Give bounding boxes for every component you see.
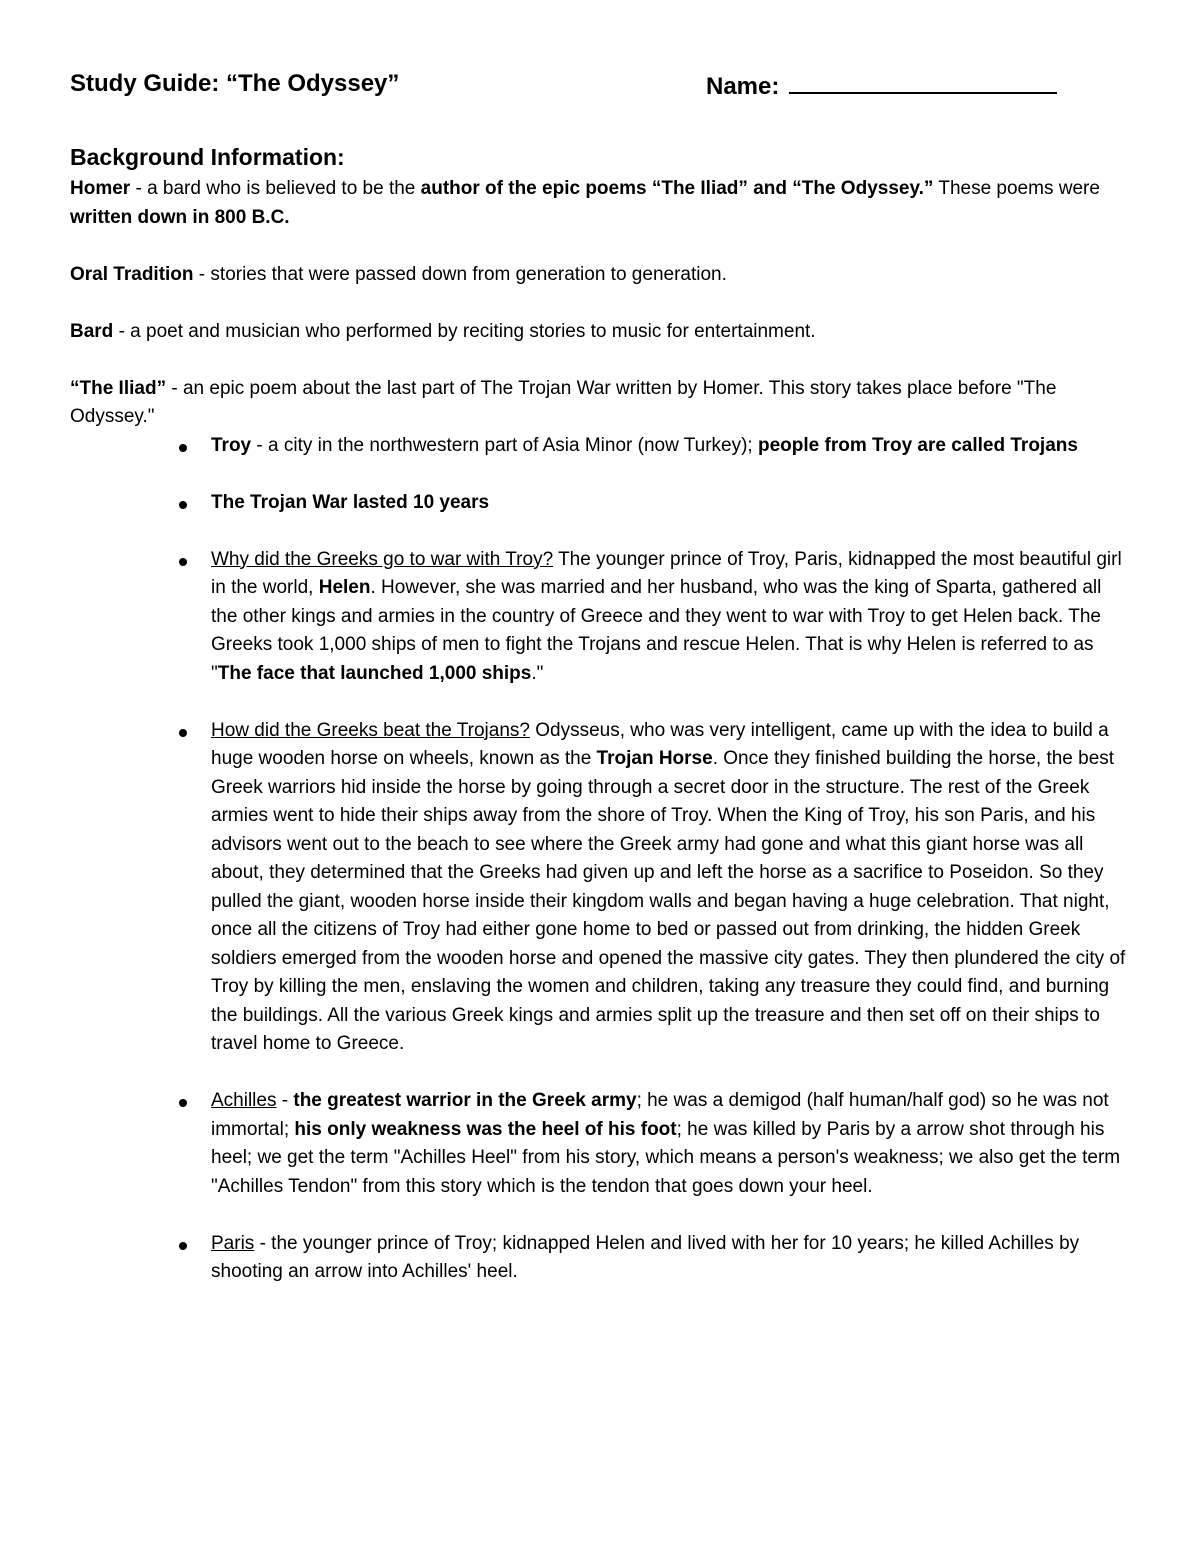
- name-field: [706, 70, 1057, 101]
- iliad-term: “The Iliad”: [70, 377, 167, 399]
- why-text-1: The younger prince of Troy, Paris, kidnapped the most beautiful girl in the world,: [211, 548, 1122, 598]
- how-text-1: Odysseus, who was very intelligent, came up with the idea to build a huge wooden horse on wheels, known as the: [211, 719, 1109, 769]
- bullet-icon: [179, 1242, 187, 1250]
- body-text: [70, 142, 1130, 1287]
- troy-bold: people from Troy are called Trojans: [758, 434, 1078, 456]
- paris-name: Paris: [211, 1232, 255, 1254]
- list-item-achilles: [211, 1087, 1130, 1201]
- list-item-why-war: [211, 546, 1130, 689]
- oral-tradition-definition: [70, 261, 1130, 290]
- iliad-definition: [70, 375, 1130, 432]
- section-heading: Background Information:: [70, 144, 345, 170]
- bard-definition: [70, 318, 1130, 347]
- iliad-text: - an epic poem about the last part of The Trojan War written by Homer. This story takes place before "The Odyssey.": [70, 377, 1057, 427]
- homer-term: Homer: [70, 178, 131, 199]
- achilles-text-3: ; he was killed by Paris by a arrow shot through his heel; we get the term "Achilles Heel" from his story, which means a person's weakness; we also get the term "Achilles Tendon" from this story which is the tendon that goes down your heel.: [211, 1118, 1121, 1197]
- bullet-icon: [179, 729, 187, 737]
- bard-term: Bard: [70, 320, 114, 342]
- how-text-2: . Once they finished building the horse, the best Greek warriors hid inside the horse by going through a secret door in the structure. The rest of the Greek armies went to hide their ships away from the shore of Troy. When the King of Troy, his son Paris, and his advisors went out to the beach to see where the Greek army had gone and what this giant horse was all about, they determined that the Greeks had given up and left the horse as a sacrifice to Poseidon. So they pulled the giant, wooden horse inside their kingdom walls and began having a huge celebration. That night, once all the citizens of Troy had either gone home to bed or passed out from drinking, the hidden Greek soldiers emerged from the wooden horse and opened the massive city gates. They then plundered the city of Troy by killing the men, enslaving the women and children, taking any treasure they could find, and burning the buildings. All the various Greek kings and armies split up the treasure and then set off on their ships to travel home to Greece.: [211, 748, 1126, 1054]
- how-question: How did the Greeks beat the Trojans?: [211, 719, 530, 741]
- bullet-icon: [179, 501, 187, 509]
- trojan-horse-term: Trojan Horse: [596, 748, 713, 769]
- bullet-icon: [179, 444, 187, 452]
- homer-definition: [70, 175, 1130, 232]
- achilles-bold-1: the greatest warrior in the Greek army: [293, 1090, 637, 1111]
- troy-term: Troy: [211, 434, 252, 456]
- why-text-3: .": [531, 662, 544, 684]
- name-blank-line[interactable]: [789, 70, 1057, 94]
- bullet-icon: [179, 558, 187, 566]
- why-question: Why did the Greeks go to war with Troy?: [211, 548, 554, 570]
- bullet-list: [70, 432, 1130, 1287]
- achilles-name: Achilles: [211, 1090, 277, 1111]
- helen-quote: The face that launched 1,000 ships: [217, 662, 532, 684]
- homer-bold-2: written down in 800 B.C.: [70, 206, 290, 228]
- achilles-text-2: ; he was a demigod (half human/half god) so he was not immortal;: [211, 1090, 1109, 1140]
- oral-tradition-term: Oral Tradition: [70, 263, 194, 285]
- achilles-text-1: -: [276, 1090, 294, 1111]
- list-item-how-won: [211, 717, 1130, 1059]
- oral-tradition-text: - stories that were passed down from generation to generation.: [193, 263, 727, 285]
- homer-bold-1: author of the epic poems “The Iliad” and “The Odyssey.”: [420, 178, 934, 199]
- name-label: Name:: [706, 73, 780, 100]
- list-item-troy: [211, 432, 1130, 461]
- homer-text-2: These poems were: [933, 178, 1100, 199]
- page-title: Study Guide: “The Odyssey”: [70, 70, 400, 97]
- title-row: [70, 70, 1150, 106]
- list-item-war-length: [211, 489, 1130, 518]
- bard-text: - a poet and musician who performed by reciting stories to music for entertainment.: [113, 320, 816, 342]
- paris-text: - the younger prince of Troy; kidnapped Helen and lived with her for 10 years; he killed Achilles by shooting an arrow into Achilles' heel.: [211, 1232, 1080, 1282]
- list-item-paris: [211, 1230, 1130, 1287]
- bullet-icon: [179, 1099, 187, 1107]
- war-length-text: The Trojan War lasted 10 years: [211, 491, 490, 513]
- helen-term: Helen: [318, 577, 371, 598]
- troy-text: - a city in the northwestern part of Asia Minor (now Turkey);: [251, 434, 758, 456]
- achilles-bold-2: his only weakness was the heel of his foot: [294, 1118, 677, 1140]
- why-text-2: . However, she was married and her husband, who was the king of Sparta, gathered all the other kings and armies in the country of Greece and they went to war with Troy to get Helen back. The Greeks took 1,000 ships of men to fight the Trojans and rescue Helen. That is why Helen is referred to as ": [211, 577, 1102, 684]
- homer-text-1: - a bard who is believed to be the: [130, 178, 421, 199]
